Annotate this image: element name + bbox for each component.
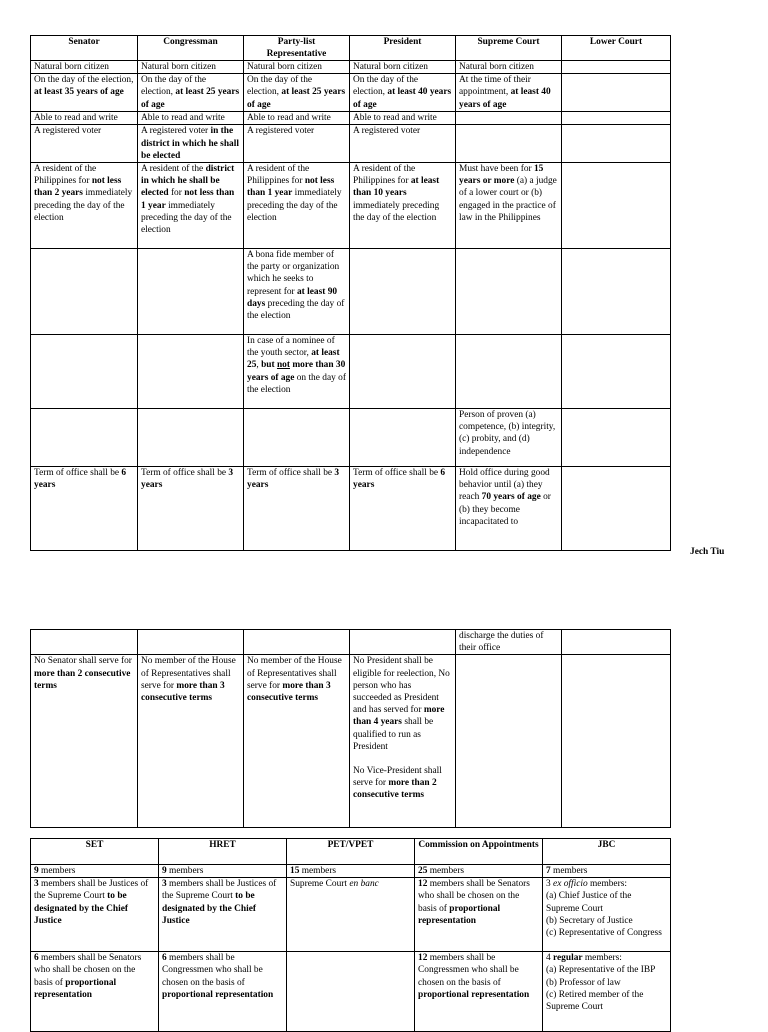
cell: 25 members <box>415 865 543 878</box>
term-limits-table <box>30 629 671 828</box>
header-commission-on-appointments: Commission on Appointments <box>415 839 543 865</box>
cell <box>562 112 671 125</box>
cell <box>31 630 138 655</box>
cell: Able to read and write <box>31 112 138 125</box>
header-set: SET <box>31 839 159 865</box>
header-president: President <box>350 36 456 61</box>
header-pet-vpet: PET/VPET <box>287 839 415 865</box>
cell: No member of the House of Representatives shall serve for more than 3 consecutive terms <box>138 655 244 828</box>
cell: Able to read and write <box>244 112 350 125</box>
cell <box>350 655 456 828</box>
cell <box>350 409 456 467</box>
cell: Able to read and write <box>350 112 456 125</box>
table-header-row <box>31 839 671 865</box>
cell: 3 ex officio members: (a) Chief Justice of the Supreme Court (b) Secretary of Justice (c) Representative of Congress <box>543 878 671 952</box>
cell: Person of proven (a) competence, (b) integrity, (c) probity, and (d) independence <box>456 409 562 467</box>
cell: 12 members shall be Senators who shall be chosen on the basis of proportional representation <box>415 878 543 952</box>
cell <box>350 249 456 335</box>
cell: On the day of the election, at least 25 years of age <box>138 74 244 112</box>
cell: On the day of the election, at least 35 years of age <box>31 74 138 112</box>
cell <box>350 630 456 655</box>
cell <box>562 61 671 74</box>
cell <box>138 335 244 409</box>
author-name: Jech Tiu <box>690 547 725 557</box>
cell <box>456 249 562 335</box>
cell: discharge the duties of their office <box>456 630 562 655</box>
cell: Supreme Court en banc <box>287 878 415 952</box>
cell: 9 members <box>31 865 159 878</box>
cell: A registered voter in the district in which he shall be elected <box>138 125 244 163</box>
cell: On the day of the election, at least 40 years of age <box>350 74 456 112</box>
cell <box>562 630 671 655</box>
header-hret: HRET <box>159 839 287 865</box>
cell <box>138 249 244 335</box>
cell: Term of office shall be 3 years <box>244 467 350 551</box>
header-supreme-court: Supreme Court <box>456 36 562 61</box>
cell: Hold office during good behavior until (a) they reach 70 years of age or (b) they become incapacitated to <box>456 467 562 551</box>
cell <box>456 112 562 125</box>
vp-term-limit: No Vice-President shall serve for more than 2 consecutive terms <box>353 766 442 801</box>
cell <box>562 249 671 335</box>
cell <box>244 630 350 655</box>
header-senator: Senator <box>31 36 138 61</box>
cell <box>456 335 562 409</box>
cell: Term of office shall be 6 years <box>350 467 456 551</box>
cell: A resident of the Philippines for not less than 1 year immediately preceding the day of the election <box>244 163 350 249</box>
cell: In case of a nominee of the youth sector, at least 25, but not more than 30 years of age on the day of the election <box>244 335 350 409</box>
table-row <box>31 467 671 551</box>
cell <box>562 335 671 409</box>
table-row <box>31 249 671 335</box>
table-row <box>31 61 671 74</box>
cell <box>562 125 671 163</box>
table-row <box>31 125 671 163</box>
header-partylist: Party-list Representative <box>244 36 350 61</box>
cell <box>287 952 415 1032</box>
cell: 7 members <box>543 865 671 878</box>
cell: 4 regular members: (a) Representative of the IBP (b) Professor of law (c) Retired member of the Supreme Court <box>543 952 671 1032</box>
table-row <box>31 630 671 655</box>
cell: On the day of the election, at least 25 years of age <box>244 74 350 112</box>
table-row <box>31 952 671 1032</box>
cell: A resident of the Philippines for not less than 2 years immediately preceding the day of the election <box>31 163 138 249</box>
cell: Natural born citizen <box>31 61 138 74</box>
header-lower-court: Lower Court <box>562 36 671 61</box>
cell: No member of the House of Representatives shall serve for more than 3 consecutive terms <box>244 655 350 828</box>
cell <box>138 630 244 655</box>
cell <box>562 409 671 467</box>
cell: Able to read and write <box>138 112 244 125</box>
cell: A resident of the district in which he shall be elected for not less than 1 year immediately preceding the day of the election <box>138 163 244 249</box>
cell: 3 members shall be Justices of the Supreme Court to be designated by the Chief Justice <box>159 878 287 952</box>
cell: 3 members shall be Justices of the Supreme Court to be designated by the Chief Justice <box>31 878 159 952</box>
cell: 15 members <box>287 865 415 878</box>
cell: A registered voter <box>31 125 138 163</box>
table-row <box>31 878 671 952</box>
qualifications-table <box>30 35 671 551</box>
cell <box>31 249 138 335</box>
cell <box>562 655 671 828</box>
cell: Natural born citizen <box>138 61 244 74</box>
cell <box>350 335 456 409</box>
cell: Term of office shall be 6 years <box>31 467 138 551</box>
cell: Must have been for 15 years or more (a) a judge of a lower court or (b) engaged in the practice of law in the Philippines <box>456 163 562 249</box>
table-row <box>31 163 671 249</box>
cell <box>456 655 562 828</box>
cell <box>244 409 350 467</box>
cell: A bona fide member of the party or organization which he seeks to represent for at least 90 days preceding the day of the election <box>244 249 350 335</box>
president-term-limit: No President shall be eligible for reelection, No person who has succeeded as President and has served for more than 4 years shall be qualified to run as President <box>353 656 450 752</box>
table-row <box>31 655 671 828</box>
cell: A registered voter <box>350 125 456 163</box>
header-congressman: Congressman <box>138 36 244 61</box>
cell <box>562 74 671 112</box>
cell: No Senator shall serve for more than 2 consecutive terms <box>31 655 138 828</box>
table-header-row <box>31 36 671 61</box>
cell <box>562 163 671 249</box>
table-row <box>31 112 671 125</box>
cell: A resident of the Philippines for at least than 10 years immediately preceding the day of the election <box>350 163 456 249</box>
table-row <box>31 865 671 878</box>
cell: 6 members shall be Senators who shall be chosen on the basis of proportional representation <box>31 952 159 1032</box>
cell: At the time of their appointment, at least 40 years of age <box>456 74 562 112</box>
cell: A registered voter <box>244 125 350 163</box>
cell <box>562 467 671 551</box>
cell: Natural born citizen <box>350 61 456 74</box>
cell: Term of office shall be 3 years <box>138 467 244 551</box>
cell: Natural born citizen <box>244 61 350 74</box>
cell <box>31 409 138 467</box>
table-row <box>31 409 671 467</box>
cell: Natural born citizen <box>456 61 562 74</box>
tribunals-table <box>30 838 671 1032</box>
table-row <box>31 74 671 112</box>
cell: 6 members shall be Congressmen who shall be chosen on the basis of proportional representation <box>159 952 287 1032</box>
cell <box>456 125 562 163</box>
table-row <box>31 335 671 409</box>
cell: 12 members shall be Congressmen who shall be chosen on the basis of proportional representation <box>415 952 543 1032</box>
cell <box>138 409 244 467</box>
header-jbc: JBC <box>543 839 671 865</box>
cell: 9 members <box>159 865 287 878</box>
cell <box>31 335 138 409</box>
